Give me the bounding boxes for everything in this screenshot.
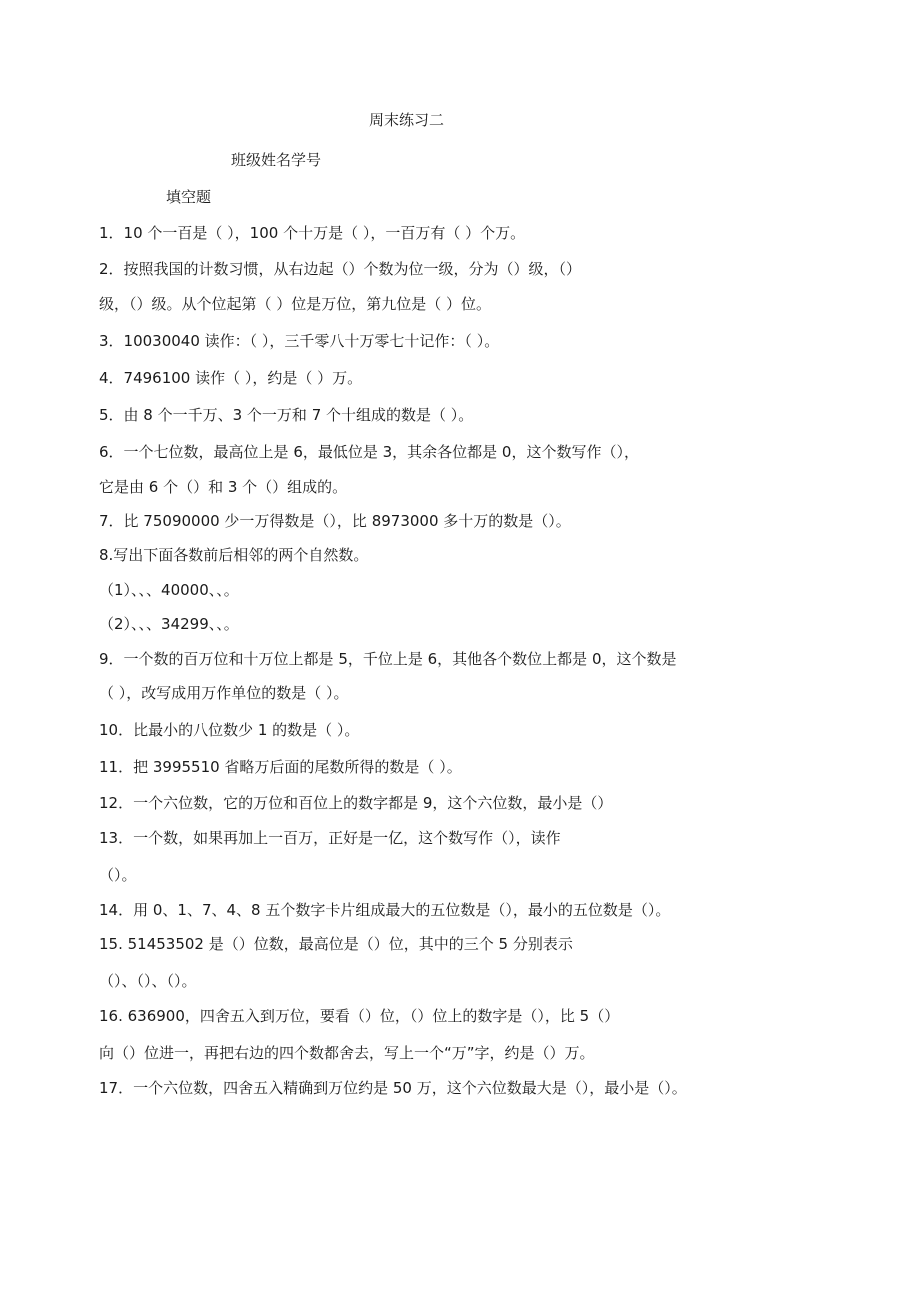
question-16-continued: 向（）位进一，再把右边的四个数都舍去，写上一个“万”字，约是（）万。 [99,1044,595,1062]
question-8: 8.写出下面各数前后相邻的两个自然数。 [99,546,369,564]
question-6: 6．一个七位数，最高位上是 6，最低位是 3，其余各位都是 0，这个数写作（）， [99,443,639,461]
question-11: 11．把 3995510 省略万后面的尾数所得的数是（ ）。 [99,758,462,776]
question-13-continued: （）。 [99,866,137,884]
question-7: 7．比 75090000 少一万得数是（），比 8973000 多十万的数是（）。 [99,512,571,530]
student-info-line: 班级姓名学号 [231,151,322,169]
section-heading: 填空题 [166,188,212,206]
question-10: 10．比最小的八位数少 1 的数是（ ）。 [99,721,360,739]
question-5: 5．由 8 个一千万、3 个一万和 7 个十组成的数是（ ）。 [99,406,474,424]
question-1: 1．10 个一百是（ ），100 个十万是（ ），一百万有（ ）个万。 [99,224,526,242]
question-3: 3．10030040 读作：（ ），三千零八十万零七十记作：（ ）。 [99,332,500,350]
question-4: 4．7496100 读作（ ），约是（ ）万。 [99,369,363,387]
question-8-part-2: （2）、、、34299、、。 [99,615,239,633]
question-14: 14．用 0、1、7、4、8 五个数字卡片组成最大的五位数是（），最小的五位数是（）。 [99,901,671,919]
question-17: 17．一个六位数，四舍五入精确到万位约是 50 万，这个六位数最大是（），最小是（）。 [99,1079,687,1097]
question-15-continued: （）、（）、（）。 [99,972,197,990]
question-9: 9．一个数的百万位和十万位上都是 5，千位上是 6，其他各个数位上都是 0，这个数是 [99,650,677,668]
question-15: 15. 51453502 是（）位数，最高位是（）位，其中的三个 5 分别表示 [99,935,573,953]
question-8-part-1: （1）、、、40000、、。 [99,581,239,599]
question-9-continued: （ ），改写成用万作单位的数是（ ）。 [99,684,349,702]
question-2: 2．按照我国的计数习惯，从右边起（）个数为位一级，分为（）级，（） [99,260,582,278]
document-title: 周末练习二 [369,111,445,129]
question-6-continued: 它是由 6 个（）和 3 个（）组成的。 [99,478,348,496]
question-12: 12．一个六位数，它的万位和百位上的数字都是 9，这个六位数，最小是（） [99,794,613,812]
question-2-continued: 级，（）级。从个位起第（ ）位是万位，第九位是（ ）位。 [99,295,492,313]
question-13: 13．一个数，如果再加上一百万，正好是一亿，这个数写作（），读作 [99,829,561,847]
question-16: 16. 636900，四舍五入到万位，要看（）位，（）位上的数字是（），比 5（） [99,1007,620,1025]
